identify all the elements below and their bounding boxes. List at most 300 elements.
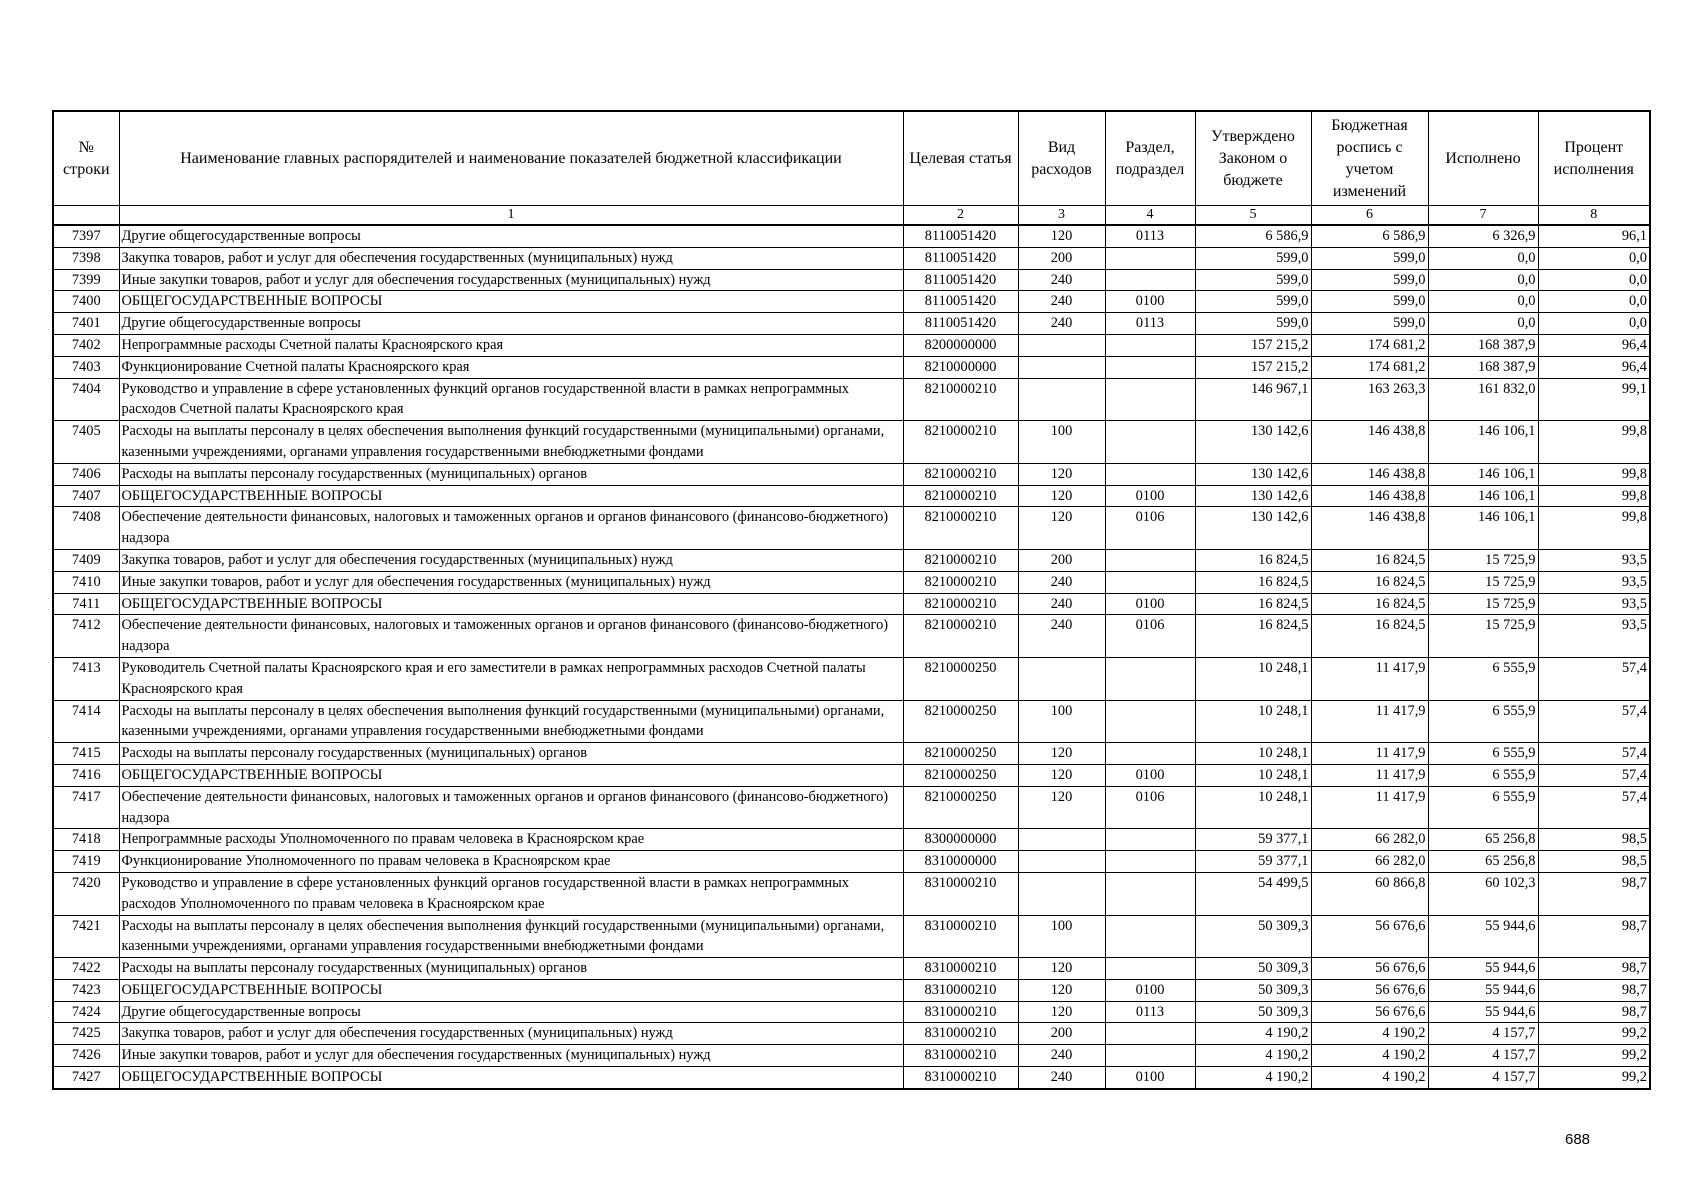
header-executed: Исполнено — [1428, 111, 1538, 206]
row-expense-type — [1018, 356, 1105, 378]
row-expense-type: 120 — [1018, 764, 1105, 786]
row-expense-type: 120 — [1018, 979, 1105, 1001]
row-executed: 6 555,9 — [1428, 657, 1538, 700]
column-number: 1 — [119, 206, 903, 226]
column-number: 8 — [1538, 206, 1650, 226]
row-expense-type — [1018, 851, 1105, 873]
row-target-article: 8210000210 — [903, 507, 1018, 550]
row-percent: 98,7 — [1538, 872, 1650, 915]
row-budget-list: 11 417,9 — [1311, 700, 1428, 743]
row-section — [1105, 549, 1195, 571]
row-target-article: 8210000210 — [903, 593, 1018, 615]
table-row — [53, 225, 1650, 247]
row-section — [1105, 1045, 1195, 1067]
row-executed: 15 725,9 — [1428, 593, 1538, 615]
row-number: 7427 — [53, 1067, 119, 1089]
row-name: Расходы на выплаты персоналу в целях обеспечения выполнения функций государственными (муниципальными) органами, казенными учреждениями, органами управления государственными внебюджетными фондами — [119, 700, 903, 743]
row-executed: 60 102,3 — [1428, 872, 1538, 915]
row-percent: 98,5 — [1538, 829, 1650, 851]
row-approved: 6 586,9 — [1195, 225, 1311, 247]
row-name: Другие общегосударственные вопросы — [119, 1001, 903, 1023]
row-expense-type: 240 — [1018, 313, 1105, 335]
row-percent: 99,2 — [1538, 1023, 1650, 1045]
row-percent: 0,0 — [1538, 313, 1650, 335]
row-target-article: 8310000000 — [903, 851, 1018, 873]
row-number: 7400 — [53, 291, 119, 313]
row-name: ОБЩЕГОСУДАРСТВЕННЫЕ ВОПРОСЫ — [119, 291, 903, 313]
row-executed: 161 832,0 — [1428, 378, 1538, 421]
row-expense-type: 120 — [1018, 225, 1105, 247]
row-executed: 0,0 — [1428, 291, 1538, 313]
row-number: 7397 — [53, 225, 119, 247]
row-target-article: 8110051420 — [903, 225, 1018, 247]
row-section: 0100 — [1105, 291, 1195, 313]
row-name: Руководство и управление в сфере установленных функций органов государственной власти в рамках непрограммных расходов Уполномоченного по правам человека в Красноярском крае — [119, 872, 903, 915]
row-percent: 57,4 — [1538, 657, 1650, 700]
row-name: Непрограммные расходы Счетной палаты Красноярского края — [119, 334, 903, 356]
row-target-article: 8200000000 — [903, 334, 1018, 356]
row-name: ОБЩЕГОСУДАРСТВЕННЫЕ ВОПРОСЫ — [119, 1067, 903, 1089]
row-executed: 6 555,9 — [1428, 700, 1538, 743]
row-expense-type: 120 — [1018, 786, 1105, 829]
row-name: Обеспечение деятельности финансовых, налоговых и таможенных органов и органов финансового (финансово-бюджетного) надзора — [119, 615, 903, 658]
table-row — [53, 313, 1650, 335]
row-section — [1105, 378, 1195, 421]
row-executed: 6 326,9 — [1428, 225, 1538, 247]
row-target-article: 8210000210 — [903, 485, 1018, 507]
budget-execution-table — [52, 110, 1651, 1090]
table-row — [53, 615, 1650, 658]
table-row — [53, 485, 1650, 507]
row-name: Руководство и управление в сфере установленных функций органов государственной власти в рамках непрограммных расходов Счетной палаты Красноярского края — [119, 378, 903, 421]
table-row — [53, 786, 1650, 829]
row-budget-list: 6 586,9 — [1311, 225, 1428, 247]
row-approved: 50 309,3 — [1195, 1001, 1311, 1023]
row-approved: 4 190,2 — [1195, 1067, 1311, 1089]
row-approved: 10 248,1 — [1195, 657, 1311, 700]
row-number: 7402 — [53, 334, 119, 356]
row-number: 7411 — [53, 593, 119, 615]
row-expense-type: 100 — [1018, 915, 1105, 958]
row-budget-list: 56 676,6 — [1311, 1001, 1428, 1023]
row-executed: 4 157,7 — [1428, 1045, 1538, 1067]
row-budget-list: 4 190,2 — [1311, 1023, 1428, 1045]
row-number: 7407 — [53, 485, 119, 507]
row-number: 7425 — [53, 1023, 119, 1045]
row-expense-type: 240 — [1018, 269, 1105, 291]
row-approved: 130 142,6 — [1195, 507, 1311, 550]
row-number: 7401 — [53, 313, 119, 335]
table-row — [53, 872, 1650, 915]
row-expense-type: 240 — [1018, 615, 1105, 658]
column-number: 7 — [1428, 206, 1538, 226]
row-number: 7404 — [53, 378, 119, 421]
row-section — [1105, 851, 1195, 873]
table-header — [53, 111, 1650, 225]
row-expense-type: 200 — [1018, 549, 1105, 571]
row-approved: 157 215,2 — [1195, 334, 1311, 356]
row-approved: 130 142,6 — [1195, 463, 1311, 485]
row-budget-list: 599,0 — [1311, 269, 1428, 291]
column-number: 5 — [1195, 206, 1311, 226]
table-body — [53, 225, 1650, 1089]
row-percent: 0,0 — [1538, 291, 1650, 313]
row-budget-list: 146 438,8 — [1311, 463, 1428, 485]
row-executed: 55 944,6 — [1428, 915, 1538, 958]
row-executed: 146 106,1 — [1428, 463, 1538, 485]
row-percent: 93,5 — [1538, 571, 1650, 593]
row-section: 0100 — [1105, 485, 1195, 507]
row-percent: 57,4 — [1538, 743, 1650, 765]
row-expense-type: 240 — [1018, 571, 1105, 593]
row-budget-list: 56 676,6 — [1311, 915, 1428, 958]
row-budget-list: 16 824,5 — [1311, 549, 1428, 571]
row-executed: 168 387,9 — [1428, 356, 1538, 378]
row-executed: 146 106,1 — [1428, 421, 1538, 464]
row-name: Закупка товаров, работ и услуг для обеспечения государственных (муниципальных) нужд — [119, 549, 903, 571]
row-number: 7424 — [53, 1001, 119, 1023]
row-budget-list: 174 681,2 — [1311, 356, 1428, 378]
row-number: 7422 — [53, 958, 119, 980]
row-executed: 6 555,9 — [1428, 743, 1538, 765]
row-number: 7415 — [53, 743, 119, 765]
row-name: Обеспечение деятельности финансовых, налоговых и таможенных органов и органов финансового (финансово-бюджетного) надзора — [119, 507, 903, 550]
row-percent: 57,4 — [1538, 764, 1650, 786]
row-approved: 4 190,2 — [1195, 1045, 1311, 1067]
row-percent: 99,8 — [1538, 507, 1650, 550]
row-number: 7408 — [53, 507, 119, 550]
row-percent: 93,5 — [1538, 549, 1650, 571]
row-executed: 0,0 — [1428, 269, 1538, 291]
row-budget-list: 11 417,9 — [1311, 743, 1428, 765]
table-row — [53, 851, 1650, 873]
table-row — [53, 421, 1650, 464]
table-row — [53, 378, 1650, 421]
row-approved: 599,0 — [1195, 269, 1311, 291]
table-row — [53, 334, 1650, 356]
row-budget-list: 599,0 — [1311, 313, 1428, 335]
header-percent: Процент исполнения — [1538, 111, 1650, 206]
table-row — [53, 247, 1650, 269]
row-number: 7398 — [53, 247, 119, 269]
row-budget-list: 11 417,9 — [1311, 764, 1428, 786]
row-target-article: 8210000210 — [903, 571, 1018, 593]
row-executed: 146 106,1 — [1428, 507, 1538, 550]
column-number: 3 — [1018, 206, 1105, 226]
row-percent: 96,4 — [1538, 334, 1650, 356]
row-expense-type: 240 — [1018, 593, 1105, 615]
row-percent: 93,5 — [1538, 593, 1650, 615]
row-approved: 59 377,1 — [1195, 829, 1311, 851]
row-number: 7414 — [53, 700, 119, 743]
row-percent: 99,8 — [1538, 421, 1650, 464]
row-number: 7421 — [53, 915, 119, 958]
row-section — [1105, 356, 1195, 378]
row-approved: 54 499,5 — [1195, 872, 1311, 915]
row-target-article: 8310000210 — [903, 1001, 1018, 1023]
row-approved: 4 190,2 — [1195, 1023, 1311, 1045]
row-expense-type — [1018, 872, 1105, 915]
row-executed: 55 944,6 — [1428, 1001, 1538, 1023]
row-section — [1105, 571, 1195, 593]
row-section — [1105, 269, 1195, 291]
row-name: Обеспечение деятельности финансовых, налоговых и таможенных органов и органов финансового (финансово-бюджетного) надзора — [119, 786, 903, 829]
row-budget-list: 16 824,5 — [1311, 615, 1428, 658]
row-approved: 50 309,3 — [1195, 915, 1311, 958]
table-row — [53, 356, 1650, 378]
header-name: Наименование главных распорядителей и наименование показателей бюджетной классификации — [119, 111, 903, 206]
row-percent: 96,1 — [1538, 225, 1650, 247]
column-number: 4 — [1105, 206, 1195, 226]
row-budget-list: 16 824,5 — [1311, 571, 1428, 593]
row-expense-type — [1018, 657, 1105, 700]
row-name: ОБЩЕГОСУДАРСТВЕННЫЕ ВОПРОСЫ — [119, 764, 903, 786]
row-approved: 130 142,6 — [1195, 485, 1311, 507]
row-expense-type: 240 — [1018, 1045, 1105, 1067]
row-section — [1105, 829, 1195, 851]
row-budget-list: 66 282,0 — [1311, 829, 1428, 851]
row-target-article: 8210000250 — [903, 764, 1018, 786]
row-section: 0106 — [1105, 786, 1195, 829]
row-name: Другие общегосударственные вопросы — [119, 225, 903, 247]
row-section — [1105, 421, 1195, 464]
row-target-article: 8210000210 — [903, 463, 1018, 485]
table-row — [53, 1001, 1650, 1023]
row-percent: 98,7 — [1538, 979, 1650, 1001]
row-section: 0106 — [1105, 507, 1195, 550]
row-executed: 65 256,8 — [1428, 829, 1538, 851]
row-section: 0113 — [1105, 1001, 1195, 1023]
table-row — [53, 291, 1650, 313]
table-row — [53, 549, 1650, 571]
row-number: 7399 — [53, 269, 119, 291]
table-row — [53, 958, 1650, 980]
row-number: 7416 — [53, 764, 119, 786]
table-row — [53, 1067, 1650, 1089]
row-expense-type: 120 — [1018, 507, 1105, 550]
row-budget-list: 11 417,9 — [1311, 657, 1428, 700]
row-percent: 98,7 — [1538, 915, 1650, 958]
row-approved: 599,0 — [1195, 291, 1311, 313]
row-executed: 4 157,7 — [1428, 1067, 1538, 1089]
row-section — [1105, 915, 1195, 958]
row-number: 7405 — [53, 421, 119, 464]
row-budget-list: 66 282,0 — [1311, 851, 1428, 873]
row-section — [1105, 872, 1195, 915]
header-section: Раздел, подраздел — [1105, 111, 1195, 206]
row-percent: 98,7 — [1538, 1001, 1650, 1023]
row-percent: 57,4 — [1538, 700, 1650, 743]
row-name: Закупка товаров, работ и услуг для обеспечения государственных (муниципальных) нужд — [119, 247, 903, 269]
row-percent: 98,7 — [1538, 958, 1650, 980]
row-executed: 6 555,9 — [1428, 764, 1538, 786]
row-expense-type: 120 — [1018, 1001, 1105, 1023]
header-row-no: № строки — [53, 111, 119, 206]
row-target-article: 8210000210 — [903, 421, 1018, 464]
row-percent: 99,1 — [1538, 378, 1650, 421]
row-percent: 0,0 — [1538, 247, 1650, 269]
row-executed: 6 555,9 — [1428, 786, 1538, 829]
row-name: Другие общегосударственные вопросы — [119, 313, 903, 335]
row-number: 7419 — [53, 851, 119, 873]
header-target-article: Целевая статья — [903, 111, 1018, 206]
row-approved: 157 215,2 — [1195, 356, 1311, 378]
row-section: 0100 — [1105, 764, 1195, 786]
row-approved: 50 309,3 — [1195, 958, 1311, 980]
row-percent: 0,0 — [1538, 269, 1650, 291]
row-budget-list: 599,0 — [1311, 291, 1428, 313]
row-section — [1105, 743, 1195, 765]
row-target-article: 8210000250 — [903, 786, 1018, 829]
row-percent: 99,2 — [1538, 1067, 1650, 1089]
page-number: 688 — [1565, 1131, 1591, 1148]
row-section: 0100 — [1105, 1067, 1195, 1089]
row-name: Руководитель Счетной палаты Красноярского края и его заместители в рамках непрограммных расходов Счетной палаты Красноярского края — [119, 657, 903, 700]
row-name: Закупка товаров, работ и услуг для обеспечения государственных (муниципальных) нужд — [119, 1023, 903, 1045]
row-name: Непрограммные расходы Уполномоченного по правам человека в Красноярском крае — [119, 829, 903, 851]
row-name: Функционирование Уполномоченного по правам человека в Красноярском крае — [119, 851, 903, 873]
row-section: 0100 — [1105, 979, 1195, 1001]
row-approved: 10 248,1 — [1195, 786, 1311, 829]
row-budget-list: 16 824,5 — [1311, 593, 1428, 615]
row-name: Расходы на выплаты персоналу государственных (муниципальных) органов — [119, 743, 903, 765]
row-approved: 10 248,1 — [1195, 764, 1311, 786]
row-executed: 65 256,8 — [1428, 851, 1538, 873]
row-number: 7412 — [53, 615, 119, 658]
row-section: 0113 — [1105, 313, 1195, 335]
header-approved: Утверждено Законом о бюджете — [1195, 111, 1311, 206]
row-number: 7420 — [53, 872, 119, 915]
row-section — [1105, 1023, 1195, 1045]
table-row — [53, 764, 1650, 786]
table-row — [53, 507, 1650, 550]
row-approved: 146 967,1 — [1195, 378, 1311, 421]
row-executed: 55 944,6 — [1428, 958, 1538, 980]
row-target-article: 8310000210 — [903, 1067, 1018, 1089]
row-name: Функционирование Счетной палаты Красноярского края — [119, 356, 903, 378]
table-row — [53, 1023, 1650, 1045]
row-target-article: 8210000210 — [903, 615, 1018, 658]
column-number: 2 — [903, 206, 1018, 226]
row-target-article: 8110051420 — [903, 313, 1018, 335]
row-expense-type: 240 — [1018, 291, 1105, 313]
row-number: 7409 — [53, 549, 119, 571]
row-target-article: 8210000210 — [903, 378, 1018, 421]
row-executed: 15 725,9 — [1428, 571, 1538, 593]
row-executed: 15 725,9 — [1428, 615, 1538, 658]
row-expense-type: 200 — [1018, 1023, 1105, 1045]
row-section — [1105, 463, 1195, 485]
row-name: Расходы на выплаты персоналу в целях обеспечения выполнения функций государственными (муниципальными) органами, казенными учреждениями, органами управления государственными внебюджетными фондами — [119, 421, 903, 464]
row-target-article: 8310000210 — [903, 979, 1018, 1001]
row-number: 7423 — [53, 979, 119, 1001]
table-row — [53, 657, 1650, 700]
row-number: 7406 — [53, 463, 119, 485]
row-budget-list: 60 866,8 — [1311, 872, 1428, 915]
column-number — [53, 206, 119, 226]
row-percent: 99,8 — [1538, 485, 1650, 507]
row-percent: 57,4 — [1538, 786, 1650, 829]
row-budget-list: 11 417,9 — [1311, 786, 1428, 829]
row-approved: 130 142,6 — [1195, 421, 1311, 464]
row-name: ОБЩЕГОСУДАРСТВЕННЫЕ ВОПРОСЫ — [119, 593, 903, 615]
row-approved: 59 377,1 — [1195, 851, 1311, 873]
row-expense-type: 100 — [1018, 700, 1105, 743]
header-budget-list: Бюджетная роспись с учетом изменений — [1311, 111, 1428, 206]
row-executed: 146 106,1 — [1428, 485, 1538, 507]
row-budget-list: 4 190,2 — [1311, 1067, 1428, 1089]
row-percent: 96,4 — [1538, 356, 1650, 378]
row-name: Иные закупки товаров, работ и услуг для обеспечения государственных (муниципальных) нужд — [119, 571, 903, 593]
row-approved: 10 248,1 — [1195, 700, 1311, 743]
row-section — [1105, 958, 1195, 980]
row-approved: 16 824,5 — [1195, 571, 1311, 593]
row-percent: 99,8 — [1538, 463, 1650, 485]
row-approved: 50 309,3 — [1195, 979, 1311, 1001]
row-percent: 93,5 — [1538, 615, 1650, 658]
table-row — [53, 463, 1650, 485]
row-name: Расходы на выплаты персоналу государственных (муниципальных) органов — [119, 958, 903, 980]
row-section — [1105, 334, 1195, 356]
row-expense-type: 120 — [1018, 958, 1105, 980]
row-target-article: 8300000000 — [903, 829, 1018, 851]
row-number: 7403 — [53, 356, 119, 378]
row-section: 0106 — [1105, 615, 1195, 658]
row-target-article: 8110051420 — [903, 269, 1018, 291]
row-budget-list: 146 438,8 — [1311, 485, 1428, 507]
table-row — [53, 1045, 1650, 1067]
row-executed: 0,0 — [1428, 313, 1538, 335]
table-row — [53, 700, 1650, 743]
row-name: Расходы на выплаты персоналу в целях обеспечения выполнения функций государственными (муниципальными) органами, казенными учреждениями, органами управления государственными внебюджетными фондами — [119, 915, 903, 958]
row-budget-list: 599,0 — [1311, 247, 1428, 269]
row-budget-list: 146 438,8 — [1311, 507, 1428, 550]
row-number: 7413 — [53, 657, 119, 700]
row-budget-list: 56 676,6 — [1311, 979, 1428, 1001]
row-name: ОБЩЕГОСУДАРСТВЕННЫЕ ВОПРОСЫ — [119, 485, 903, 507]
row-target-article: 8210000000 — [903, 356, 1018, 378]
row-target-article: 8210000250 — [903, 700, 1018, 743]
row-budget-list: 4 190,2 — [1311, 1045, 1428, 1067]
row-target-article: 8210000210 — [903, 549, 1018, 571]
row-approved: 16 824,5 — [1195, 593, 1311, 615]
row-budget-list: 146 438,8 — [1311, 421, 1428, 464]
row-name: ОБЩЕГОСУДАРСТВЕННЫЕ ВОПРОСЫ — [119, 979, 903, 1001]
row-budget-list: 174 681,2 — [1311, 334, 1428, 356]
row-approved: 599,0 — [1195, 313, 1311, 335]
row-percent: 99,2 — [1538, 1045, 1650, 1067]
row-section — [1105, 700, 1195, 743]
row-expense-type — [1018, 378, 1105, 421]
budget-sheet — [52, 110, 1649, 1090]
table-row — [53, 269, 1650, 291]
row-section: 0113 — [1105, 225, 1195, 247]
row-section — [1105, 247, 1195, 269]
row-expense-type: 200 — [1018, 247, 1105, 269]
row-executed: 4 157,7 — [1428, 1023, 1538, 1045]
row-target-article: 8110051420 — [903, 247, 1018, 269]
row-expense-type: 100 — [1018, 421, 1105, 464]
row-target-article: 8310000210 — [903, 958, 1018, 980]
row-expense-type: 120 — [1018, 485, 1105, 507]
row-target-article: 8210000250 — [903, 657, 1018, 700]
row-target-article: 8210000250 — [903, 743, 1018, 765]
row-name: Расходы на выплаты персоналу государственных (муниципальных) органов — [119, 463, 903, 485]
row-number: 7417 — [53, 786, 119, 829]
row-section — [1105, 657, 1195, 700]
row-executed: 168 387,9 — [1428, 334, 1538, 356]
header-expense-type: Вид расходов — [1018, 111, 1105, 206]
